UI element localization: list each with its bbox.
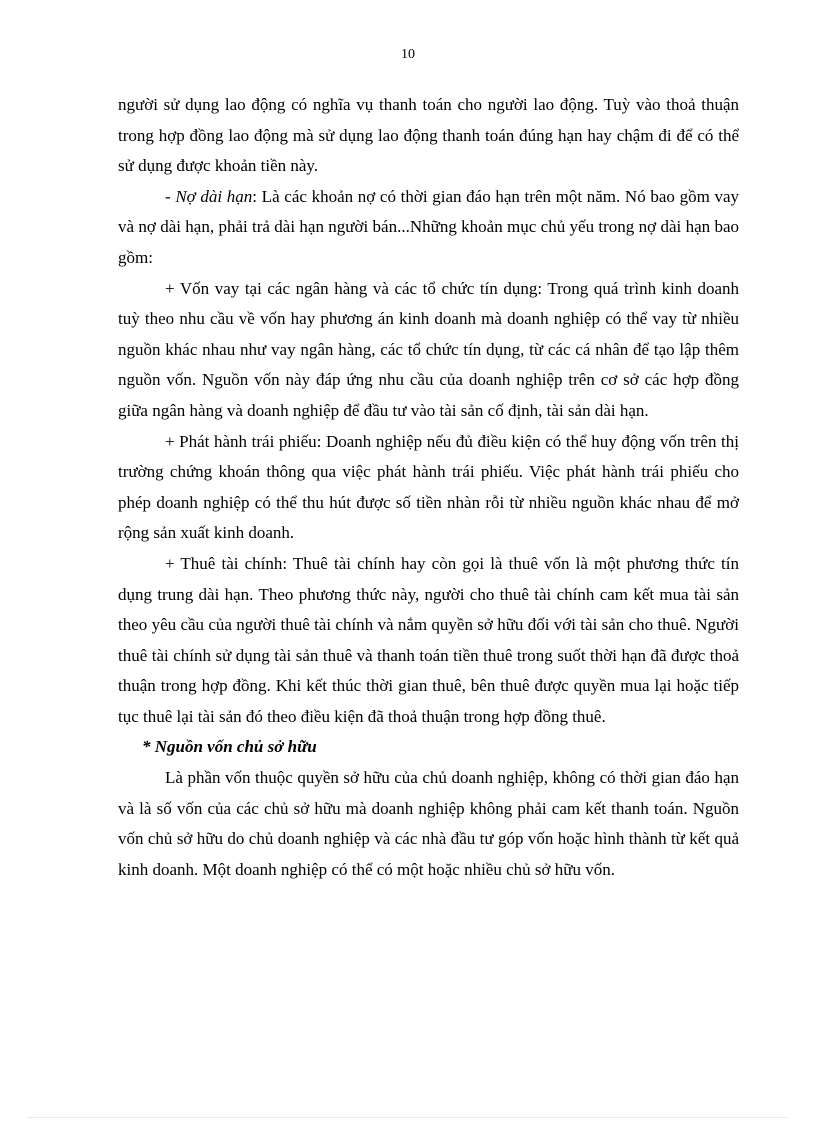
paragraph-bank-loans: + Vốn vay tại các ngân hàng và các tổ chức tín dụng: Trong quá trình kinh doanh tuỳ theo nhu cầu về vốn hay phương án kinh doanh mà doanh nghiệp có thể vay từ nhiều nguồn khác nhau như vay ngân hàng, các tổ chức tín dụng, từ các cá nhân để tạo lập thêm nguồn vốn. Nguồn vốn này đáp ứng nhu cầu của doanh nghiệp trên cơ sở các hợp đồng giữa ngân hàng và doanh nghiệp để đầu tư vào tài sản cố định, tài sản dài hạn. xyxy=(118,278,739,420)
paragraph-bond-issuance: + Phát hành trái phiếu: Doanh nghiệp nếu đủ điều kiện có thể huy động vốn trên thị trường chứng khoán thông qua việc phát hành trái phiếu. Việc phát hành trái phiếu cho phép doanh nghiệp có thể thu hút được số tiền nhàn rỗi từ nhiều nguồn khác nhau để mở rộng sản xuất kinh doanh. xyxy=(118,431,739,543)
paragraph-long-term-debt xyxy=(118,182,739,274)
section-heading-equity: * Nguồn vốn chủ sở hữu xyxy=(142,737,317,757)
paragraph-financial-leasing: + Thuê tài chính: Thuê tài chính hay còn gọi là thuê vốn là một phương thức tín dụng trung dài hạn. Theo phương thức này, người cho thuê tài chính cam kết mua tài sản theo yêu cầu của người thuê tài chính và nắm quyền sở hữu đối với tài sản cho thuê. Người thuê tài chính sử dụng tài sản thuê và thanh toán tiền thuê trong suốt thời hạn đã được thoả thuận trong hợp đồng. Khi kết thúc thời gian thuê, bên thuê được quyền mua lại hoặc tiếp tục thuê lại tài sản đó theo điều kiện đã thoả thuận trong hợp đồng thuê. xyxy=(118,553,739,726)
document-body xyxy=(118,90,739,885)
list-dash: - xyxy=(165,186,176,206)
long-term-debt-definition: : Là các khoản nợ có thời gian đáo hạn trên một năm. Nó bao gồm vay và nợ dài hạn, phải trả dài hạn người bán...Những khoản mục chủ yếu trong nợ dài hạn bao gồm: xyxy=(118,186,739,267)
paragraph-equity-definition: Là phần vốn thuộc quyền sở hữu của chủ doanh nghiệp, không có thời gian đáo hạn và là số vốn của các chủ sở hữu mà doanh nghiệp không phải cam kết thanh toán. Nguồn vốn chủ sở hữu do chủ doanh nghiệp và các nhà đầu tư góp vốn hoặc hình thành từ kết quả kinh doanh. Một doanh nghiệp có thể có một hoặc nhiều chủ sở hữu vốn. xyxy=(118,768,739,879)
paragraph-employee-payables: người sử dụng lao động có nghĩa vụ thanh toán cho người lao động. Tuỳ vào thoả thuận trong hợp đồng lao động mà sử dụng lao động thanh toán đúng hạn hay chậm đi để có thể sử dụng được khoản tiền này. xyxy=(118,95,739,176)
page-bottom-divider xyxy=(28,1117,788,1118)
page-number: 10 xyxy=(401,47,415,62)
term-long-term-debt: Nợ dài hạn xyxy=(175,186,253,206)
